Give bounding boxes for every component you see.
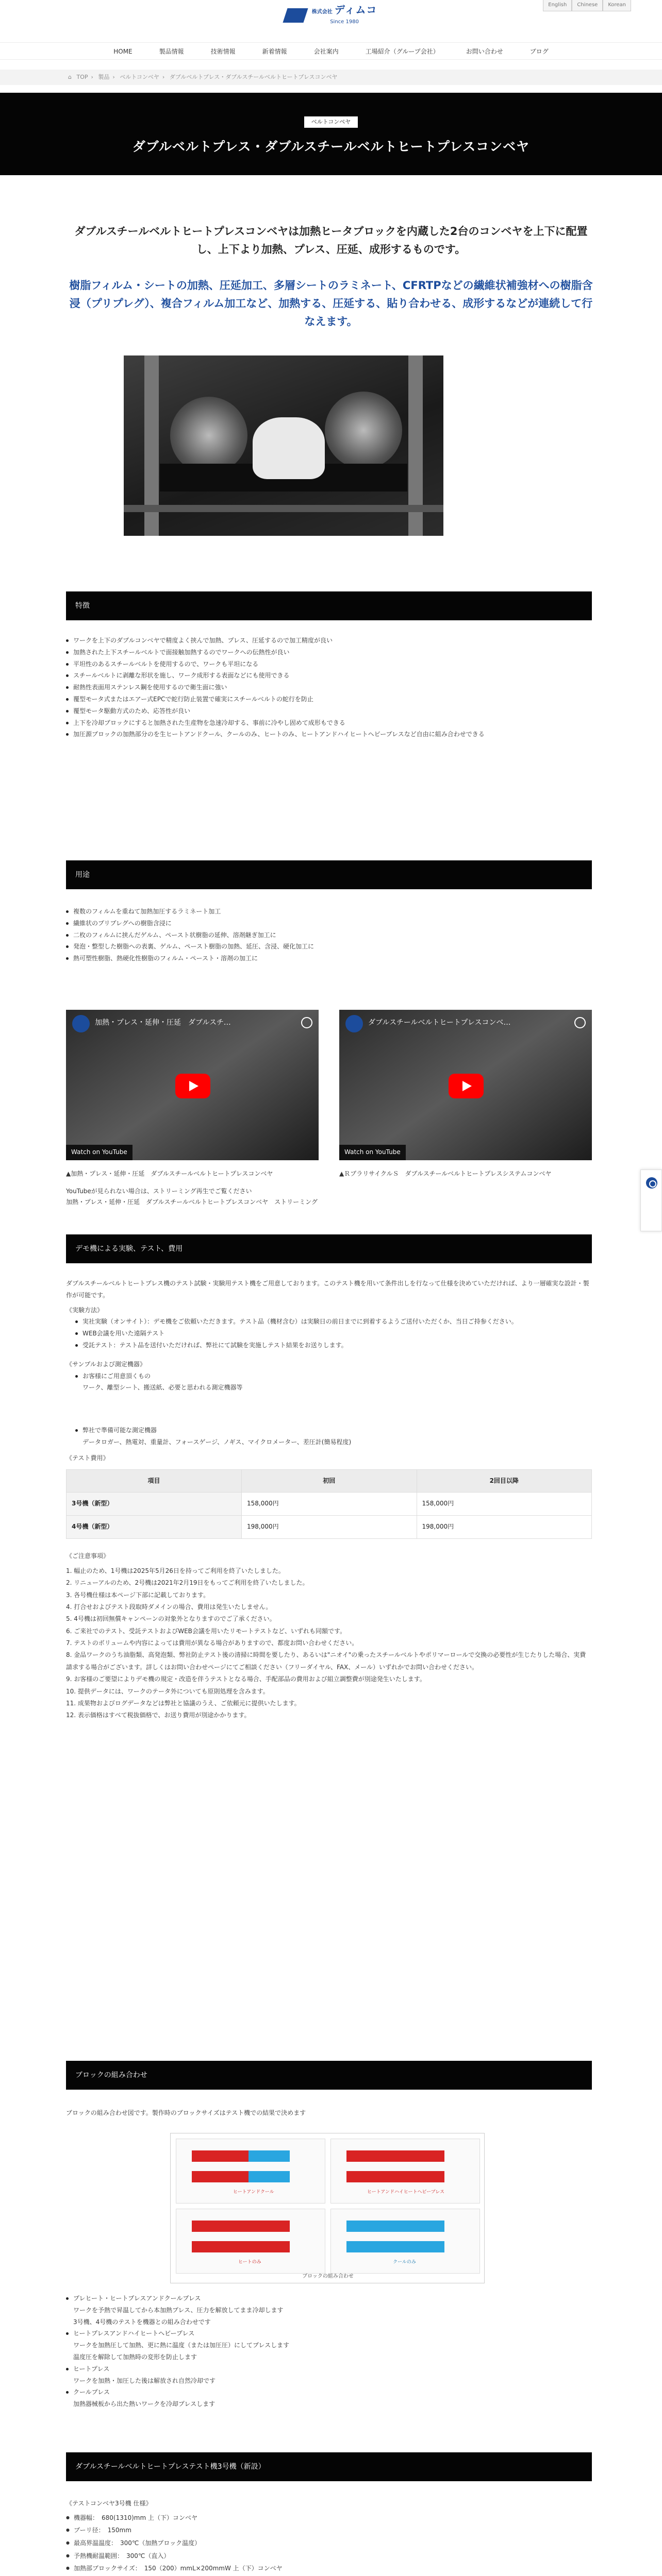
- list-item: 耐熱性表面用ステンレス鋼を使用するので衛生面に強い: [66, 682, 592, 693]
- features-list: [66, 635, 592, 740]
- play-icon[interactable]: [449, 1074, 484, 1098]
- table-header-row: [67, 1469, 592, 1493]
- channel-avatar: [72, 1015, 90, 1032]
- table-cell: 3号機（新型）: [67, 1493, 242, 1516]
- list-item: 二枚のフィルムに挟んだゲルム、ペースト状樹脂の延伸、溶剤継ぎ加工に: [66, 929, 592, 941]
- blocks-heading: ブロックの組み合わせ: [66, 2061, 592, 2090]
- video-caption: ▲加熱・プレス・延伸・圧延 ダブルスチールベルトヒートプレスコンベヤ: [66, 1170, 273, 1177]
- watch-on-youtube[interactable]: Watch on YouTube: [339, 1145, 406, 1160]
- logo-mark-icon: [283, 8, 308, 23]
- list-item: 8. 金品ワークのうち油脂類、高発泡類、弊社防止テスト後の清掃に時間を要したり、あるいは"ニオイ"の乗ったスチールベルトやポリマーロールで交換の必要性が生じたりした場合、実費請求する場合がございます。詳しくはお問い合わせページにてご相談ください（フリーダイヤル、FAX、メール）いずれかでお問い合わせください。: [66, 1651, 586, 1671]
- notice-label: 《ご注意事項》: [66, 1552, 110, 1560]
- table-row: [67, 1516, 592, 1539]
- list-item: 12. 表示価格はすべて税抜価格で、お送り費用が別途かかります。: [66, 1711, 251, 1719]
- table-cell: 158,000円: [417, 1493, 592, 1516]
- list-item: 受託テスト：テスト品を送付いただければ、弊社にて試験を実施しテスト結果をお送りします。: [75, 1340, 592, 1351]
- list-item: 6. ご来社でのテスト、受託テストおよびWEB会議を用いたリモートテストなど、いずれも同額です。: [66, 1627, 346, 1635]
- spec-row: ● 予熱機耐温範囲： 300℃（直入）: [66, 2550, 592, 2563]
- rental-intro: ダブルスチールベルトヒートプレス機のテスト試験・実験用テスト機をご用意しております。このテスト機を用いて条件出しを行なって仕様を決めていただければ、より一層確実な設計・製作が可能です。: [66, 1280, 589, 1299]
- lang-english[interactable]: English: [543, 0, 572, 11]
- list-item: ワークを上下のダブルコンベヤで精度よく挟んで加熱、プレス、圧延するので加工精度が良い: [66, 635, 592, 647]
- video-caption: ▲ＲブラリサイクルＳ ダブルスチールベルトヒートプレスシステムコンベヤ: [339, 1170, 552, 1177]
- uses-list: [66, 906, 592, 964]
- streaming-link[interactable]: YouTubeが見られない場合は、ストリーミング再生でご覧ください 加熱・プレス・延伸・圧延 ダブルスチールベルトヒートプレスコンベヤ ストリーミング: [66, 1188, 318, 1206]
- logo-brand-name: ディムコ: [334, 4, 377, 16]
- list-item: ヒートプレス ワークを加熱・加圧した後は解放され自然冷却です: [66, 2363, 592, 2387]
- list-item: 10. 提供データには、ワークのテータ外についても原則処理を含みます。: [66, 1687, 269, 1695]
- breadcrumb-category[interactable]: ベルトコンベヤ: [120, 74, 159, 80]
- blocks-intro: ブロックの組み合わせ図です。製作時のブロックサイズはテスト機での結果で決めます: [66, 2109, 306, 2116]
- site-logo[interactable]: [0, 4, 662, 27]
- list-item: 2. リニューアルのため、2号機は2021年2月19日をもってご利用を終了いたしました。: [66, 1579, 309, 1587]
- video-caption-1: [66, 1168, 319, 1207]
- fee-label: 《テスト費用》: [66, 1454, 109, 1462]
- share-icon[interactable]: [301, 1017, 312, 1028]
- watch-on-youtube[interactable]: Watch on YouTube: [66, 1145, 133, 1160]
- table-header: 2回目以降: [417, 1469, 592, 1493]
- table-cell: 198,000円: [417, 1516, 592, 1539]
- nav-factory[interactable]: 工場紹介（グループ会社）: [365, 48, 439, 55]
- rental-heading: デモ機による実験、テスト、費用: [66, 1234, 592, 1263]
- lang-chinese[interactable]: Chinese: [572, 0, 603, 11]
- diagram-cell: [330, 2209, 480, 2274]
- list-item: 3. 各号機仕様は本ページ下部に記載しております。: [66, 1591, 210, 1599]
- breadcrumb-bar: [0, 70, 662, 85]
- spec-row: ● ブーリ径： 150mm: [66, 2524, 592, 2537]
- video-title[interactable]: 加熱・プレス・延伸・圧延 ダブルスチ…: [95, 1019, 231, 1027]
- breadcrumb-products[interactable]: 製品: [98, 74, 110, 80]
- diagram-label: ヒートのみ: [238, 2260, 261, 2265]
- home-icon[interactable]: ⌂: [68, 74, 72, 80]
- list-item: 5. 4号機は初回無償キャンペーンの対象外となりますのでご了承ください。: [66, 1615, 276, 1623]
- list-item: 4. 打合せおよびテスト段取時ダメインの場合、費用は発生いたしません。: [66, 1603, 272, 1611]
- table-cell: 198,000円: [242, 1516, 417, 1539]
- lead-blue: 樹脂フィルム・シートの加熱、圧延加工、多層シートのラミネート、CFRTPなどの繊維状補強材への樹脂含浸（プリプレグ）、複合フィルム加工など、加熱する、圧延する、貼り合わせる、成形するなどが連続して行なえます。: [69, 279, 593, 328]
- list-item: 加圧源ブロックの加熱部分のを生ヒートアンドクール、クールのみ、ヒートのみ、ヒートアンドハイヒートヘビープレスなど自由に組み合わせできる: [66, 728, 592, 740]
- breadcrumb-top[interactable]: TOP: [76, 74, 88, 80]
- contact-side-button[interactable]: [640, 1170, 662, 1231]
- category-badge: ベルトコンベヤ: [304, 116, 358, 128]
- list-item: クールプレス 加熱器械板から出た熱いワークを冷却プレスします: [66, 2386, 592, 2410]
- block-list: [66, 2293, 592, 2410]
- breadcrumb-current: ダブルベルトプレス・ダブルスチールベルトヒートプレスコンベヤ: [169, 74, 338, 80]
- global-nav: [0, 42, 662, 60]
- method-label: 《実験方法》: [66, 1306, 104, 1314]
- method-list: [75, 1316, 592, 1351]
- list-item: 発泡・整型した樹脂への表裏、ゲルム、ペースト樹脂の加熱、延圧、含浸、硬化加工に: [66, 941, 592, 953]
- table-row: [67, 1493, 592, 1516]
- list-item: 覆型モータ駆動方式のため、応答性が良い: [66, 705, 592, 717]
- lead-text: [66, 223, 596, 330]
- video-title[interactable]: ダブルスチールベルトヒートプレスコンベ…: [368, 1019, 511, 1027]
- share-icon[interactable]: [574, 1017, 586, 1028]
- breadcrumb: ⌂ TOP › 製品 › ベルトコンベヤ › ダブルベルトプレス・ダブルスチールベルトヒートプレスコンベヤ: [68, 74, 338, 80]
- page-title: ダブルベルトプレス・ダブルスチールベルトヒートプレスコンベヤ: [132, 139, 530, 155]
- nav-products[interactable]: 製品情報: [159, 48, 184, 55]
- list-item: ヒートプレスアンドハイヒートヘビープレス ワークを加熱圧して加熱、更に熱に温度（または加圧圧）にしてプレスします 温度圧を解除して加熱時の変形を防止します: [66, 2328, 592, 2363]
- table-cell: 4号機（新型）: [67, 1516, 242, 1539]
- list-item: 11. 成果物およびログデータなどは弊社と協議のうえ、ご依頼元に提供いたします。: [66, 1700, 301, 1707]
- video-player-1[interactable]: [66, 1010, 319, 1160]
- list-item: 加熱された上下スチールベルトで面接触加熱するのでワークへの伝熱性が良い: [66, 647, 592, 658]
- spec-label: 《テストコンベヤ3号機 仕様》: [66, 2500, 152, 2507]
- list-item: 実社実験（オンサイト）：デモ機をご依頼いただきます。テスト品（機材含む）は実験日の前日までに到着するようご送付いただくか、当日ご持参ください。: [75, 1316, 592, 1328]
- diagram-cell: [176, 2139, 325, 2204]
- play-icon[interactable]: [175, 1074, 210, 1098]
- nav-news[interactable]: 新着情報: [262, 48, 287, 55]
- diagram-label: ヒートアンドハイヒートヘビープレス: [367, 2190, 445, 2195]
- sample-list: [75, 1370, 592, 1448]
- diagram-cell: [176, 2209, 325, 2274]
- spec-row: ● 機器幅： 680(1310)mm 上（下）コンベヤ: [66, 2512, 592, 2524]
- diagram-label: クールのみ: [393, 2260, 416, 2265]
- nav-blog[interactable]: ブログ: [529, 48, 549, 55]
- list-item: スチールベルトに剥離な形状を施し、ワーク成形する表面などにも使用できる: [66, 670, 592, 682]
- spec-heading: ダブルスチールベルトヒートプレステスト機3号機（新設）: [66, 2452, 592, 2481]
- sample-label: 《サンプルおよび測定機器》: [66, 1360, 146, 1368]
- video-caption-2: [339, 1168, 592, 1179]
- price-table: [66, 1469, 592, 1539]
- list-item: お客様にご用意頂くもの ワーク、離型シート、搬送紙、必要と思われる測定機器等: [75, 1370, 592, 1394]
- rental-section: [66, 1278, 592, 1722]
- nav-home[interactable]: HOME: [113, 48, 133, 55]
- diagram-cell: [330, 2139, 480, 2204]
- list-item: 弊社で準備可能な測定機器 データロガー、熱電対、重量計、フォースゲージ、ノギス、マイクロメーター、差圧計(簡易程度): [75, 1425, 592, 1448]
- diagram-label: ヒートアンドクール: [233, 2190, 274, 2195]
- logo-since: Since 1980: [330, 19, 359, 25]
- list-item: 7. テストのボリュームや内容によっては費用が異なる場合がありますので、都度お問い合わせください。: [66, 1639, 358, 1647]
- table-header: 項目: [67, 1469, 242, 1493]
- lead-main: ダブルスチールベルトヒートプレスコンベヤは加熱ヒータブロックを内蔵した2台のコンベヤを上下に配置し、上下より加熱、プレス、圧延、成形するものです。: [74, 225, 588, 256]
- features-heading: 特徴: [66, 591, 592, 620]
- table-header: 初回: [242, 1469, 417, 1493]
- lang-korean[interactable]: Korean: [603, 0, 631, 11]
- logo-corp-label: 株式会社: [311, 9, 333, 15]
- contact-icon: [646, 1177, 657, 1189]
- list-item: WEB会議を用いた遠隔テスト: [75, 1328, 592, 1340]
- diagram-caption: ブロックの組み合わせ: [302, 2273, 354, 2279]
- list-item: 9. お客様のご要望によりデモ機の規定・改造を伴うテストとなる場合、手配部品の費用および組立調整費が別途発生いたします。: [66, 1675, 426, 1683]
- list-item: 熱可塑性樹脂、熱硬化性樹脂のフィルム・ペースト・溶剤の加工に: [66, 953, 592, 964]
- list-item: 上下を冷却ブロックにすると加熱された生産物を急速冷却する、事前に冷やし固めて成形もできる: [66, 717, 592, 729]
- uses-heading: 用途: [66, 860, 592, 889]
- video-player-2[interactable]: [339, 1010, 592, 1160]
- list-item: 覆型モータ式またはエアー式EPCで蛇行防止装置で確実にスチールベルトの蛇行を防止: [66, 693, 592, 705]
- nav-tech[interactable]: 技術情報: [210, 48, 236, 55]
- spec-row: ● 加熱部ブロックサイズ： 150（200）mmL×200mmW 上（下）コンベヤ: [66, 2562, 592, 2575]
- channel-avatar: [345, 1015, 363, 1032]
- notice-list: [66, 1565, 592, 1722]
- list-item: 複数のフィルムを重ねて加熱加圧するラミネート加工: [66, 906, 592, 918]
- list-item: 繊維状のプリプレグへの樹脂含浸に: [66, 918, 592, 929]
- block-diagram: [170, 2133, 485, 2283]
- list-item: 平坦性のあるスチールベルトを使用するので、ワークも平坦になる: [66, 658, 592, 670]
- list-item: 1. 幅止のため、1号機は2025年5月26日を持ってご利用を終了いたしました。: [66, 1567, 285, 1574]
- product-photo: [124, 355, 443, 536]
- page-hero: [0, 93, 662, 175]
- list-item: プレヒート・ヒートプレスアンドクールプレス ワークを予熱で昇温してから本加熱プレス、圧力を解放してまま冷却します 3号機、4号機のテストを機器との組み合わせです: [66, 2293, 592, 2328]
- table-cell: 158,000円: [242, 1493, 417, 1516]
- spec-row: ● 最高界温温度： 300℃（加熱プロック温度）: [66, 2537, 592, 2550]
- spec-section: [66, 2498, 592, 2576]
- nav-company[interactable]: 会社案内: [313, 48, 339, 55]
- nav-contact[interactable]: お問い合わせ: [466, 48, 503, 55]
